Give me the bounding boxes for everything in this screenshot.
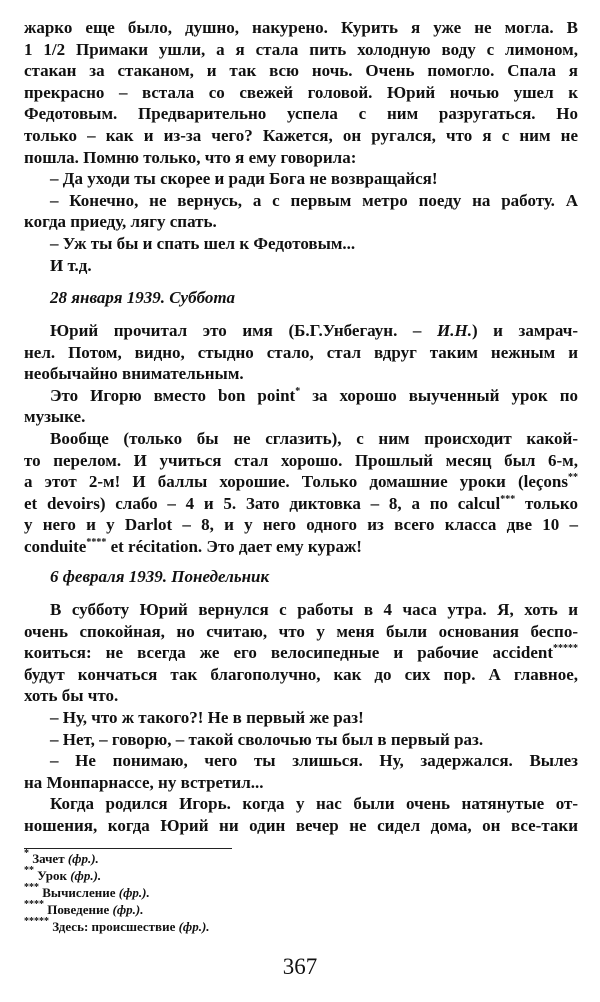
text-line: нел. Потом, видно, стыдно стало, стал вдруг таким нежным и [24,342,578,362]
text-line: В субботу Юрий вернулся с работы в 4 часа утра. Я, хоть и [50,600,578,619]
footnote-text: Здесь: происшествие [52,919,176,934]
dialogue-line: – Уж ты бы и спать шел к Федотовым... [50,233,356,253]
text-line: стакан за стаканом, и так всю ночь. Очень помогло. Спала я [24,61,578,81]
footnote-lang: (фр.). [67,851,99,866]
editor-initials: И.Н. [437,321,472,340]
footnote-text: Вычисление [42,885,116,900]
footnote [24,850,210,867]
text-line: прекрасно – встала со свежей головой. Юрий ночью ушел к [24,82,578,102]
text-line: очень спокойная, но считаю, что у меня были основания беспо- [24,621,578,641]
text-line [24,320,578,342]
text-line: необычайно внимательным. [24,364,244,384]
text-line: et devoirs) слабо – 4 и 5. Зато диктовка – 8, а по calcul*** только [24,493,578,513]
page-number: 367 [282,954,318,979]
footnote-ref: **** [86,536,107,548]
dialogue-line: – Конечно, не вернусь, а с первым метро поеду на работу. А [50,190,578,210]
text-line: а этот 2-м! И баллы хорошие. Только домашние уроки (leçons** [24,472,578,492]
text-line: Вообще (только бы не сглазить), с ним происходит какой- [50,428,578,448]
footnotes [24,850,210,935]
text-line: ношения, когда Юрий ни один вечер не сидел дома, он все-таки [24,815,578,835]
text-line: conduite**** et récitation. Это дает ему кураж! [24,536,362,556]
footnote-ref: ** [568,472,578,484]
dialogue-line: – Не понимаю, чего ты злишься. Ну, задержался. Вылез [50,751,578,771]
footnote-lang: (фр.). [178,919,210,934]
footnote-divider [24,848,232,849]
footnote-lang: (фр.). [118,885,150,900]
text-line: на Монпарнассе, ну встретил... [24,772,264,792]
footnote-text: Зачет [32,851,65,866]
text-line: то перелом. И учиться стал хорошо. Прошлый месяц был 6-м, [24,450,578,470]
text-line: Это Игорю вместо bon point* за хорошо выученный урок по [50,385,578,405]
text-line: будут кончаться так благополучно, как до сих пор. А главное, [24,664,578,684]
dialogue-line: – Ну, что ж такого?! Не в первый же раз! [50,707,364,727]
text-line: пошла. Помню только, что я ему говорила: [24,147,357,167]
text-line: Федотовым. Предварительно успела с ним разругаться. Но [24,104,578,124]
entry-feb6-body [24,599,578,837]
footnote-lang: (фр.). [70,868,102,883]
footnote-mark: **** [24,899,44,910]
footnote-mark: * [24,848,29,859]
text-line: Когда родился Игорь. когда у нас были очень натянутые от- [50,794,578,814]
footnote-ref: *** [500,493,516,505]
footnote-ref: ***** [553,643,578,655]
text-line: жарко еще было, душно, накурено. Курить я уже не могла. В [24,18,578,37]
text-line: у него и у Darlot – 8, и у него одного из всего класса две 10 – [24,515,578,535]
footnote-text: Урок [37,868,67,883]
footnote-text: Поведение [47,902,110,917]
footnote [24,918,210,935]
text: Юрий прочитал это имя (Б.Г.Унбегаун. – [50,321,437,340]
footnote [24,901,210,918]
text-line: только – как и из-за чего? Кажется, он ругался, что я с ним не [24,125,578,145]
text: ) и замрач- [471,321,578,340]
text-line: коиться: не всегда же его велосипедные и рабочие accident***** [24,643,578,663]
dialogue-line: – Нет, – говорю, – такой сволочью ты был в первый раз. [50,729,484,749]
entry-jan28-body [24,320,578,558]
entry-heading-feb6: 6 февраля 1939. Понедельник [50,567,270,586]
text-line: музыке. [24,407,86,427]
footnote-ref: * [295,385,301,397]
text-line: 1 1/2 Примаки ушли, а я стала пить холодную воду с лимоном, [24,39,578,59]
entry-heading-jan28: 28 января 1939. Суббота [50,288,236,307]
footnote [24,884,210,901]
footnote-mark: ***** [24,916,49,927]
text-line: когда приеду, лягу спать. [24,212,217,232]
footnote [24,867,210,884]
footnote-mark: ** [24,865,34,876]
footnote-lang: (фр.). [112,902,144,917]
text-line: И т.д. [50,255,92,275]
text-line: хоть бы что. [24,686,119,706]
footnote-mark: *** [24,882,39,893]
dialogue-line: – Да уходи ты скорее и ради Бога не возвращайся! [50,169,438,189]
entry-continued-paragraph [24,17,578,276]
